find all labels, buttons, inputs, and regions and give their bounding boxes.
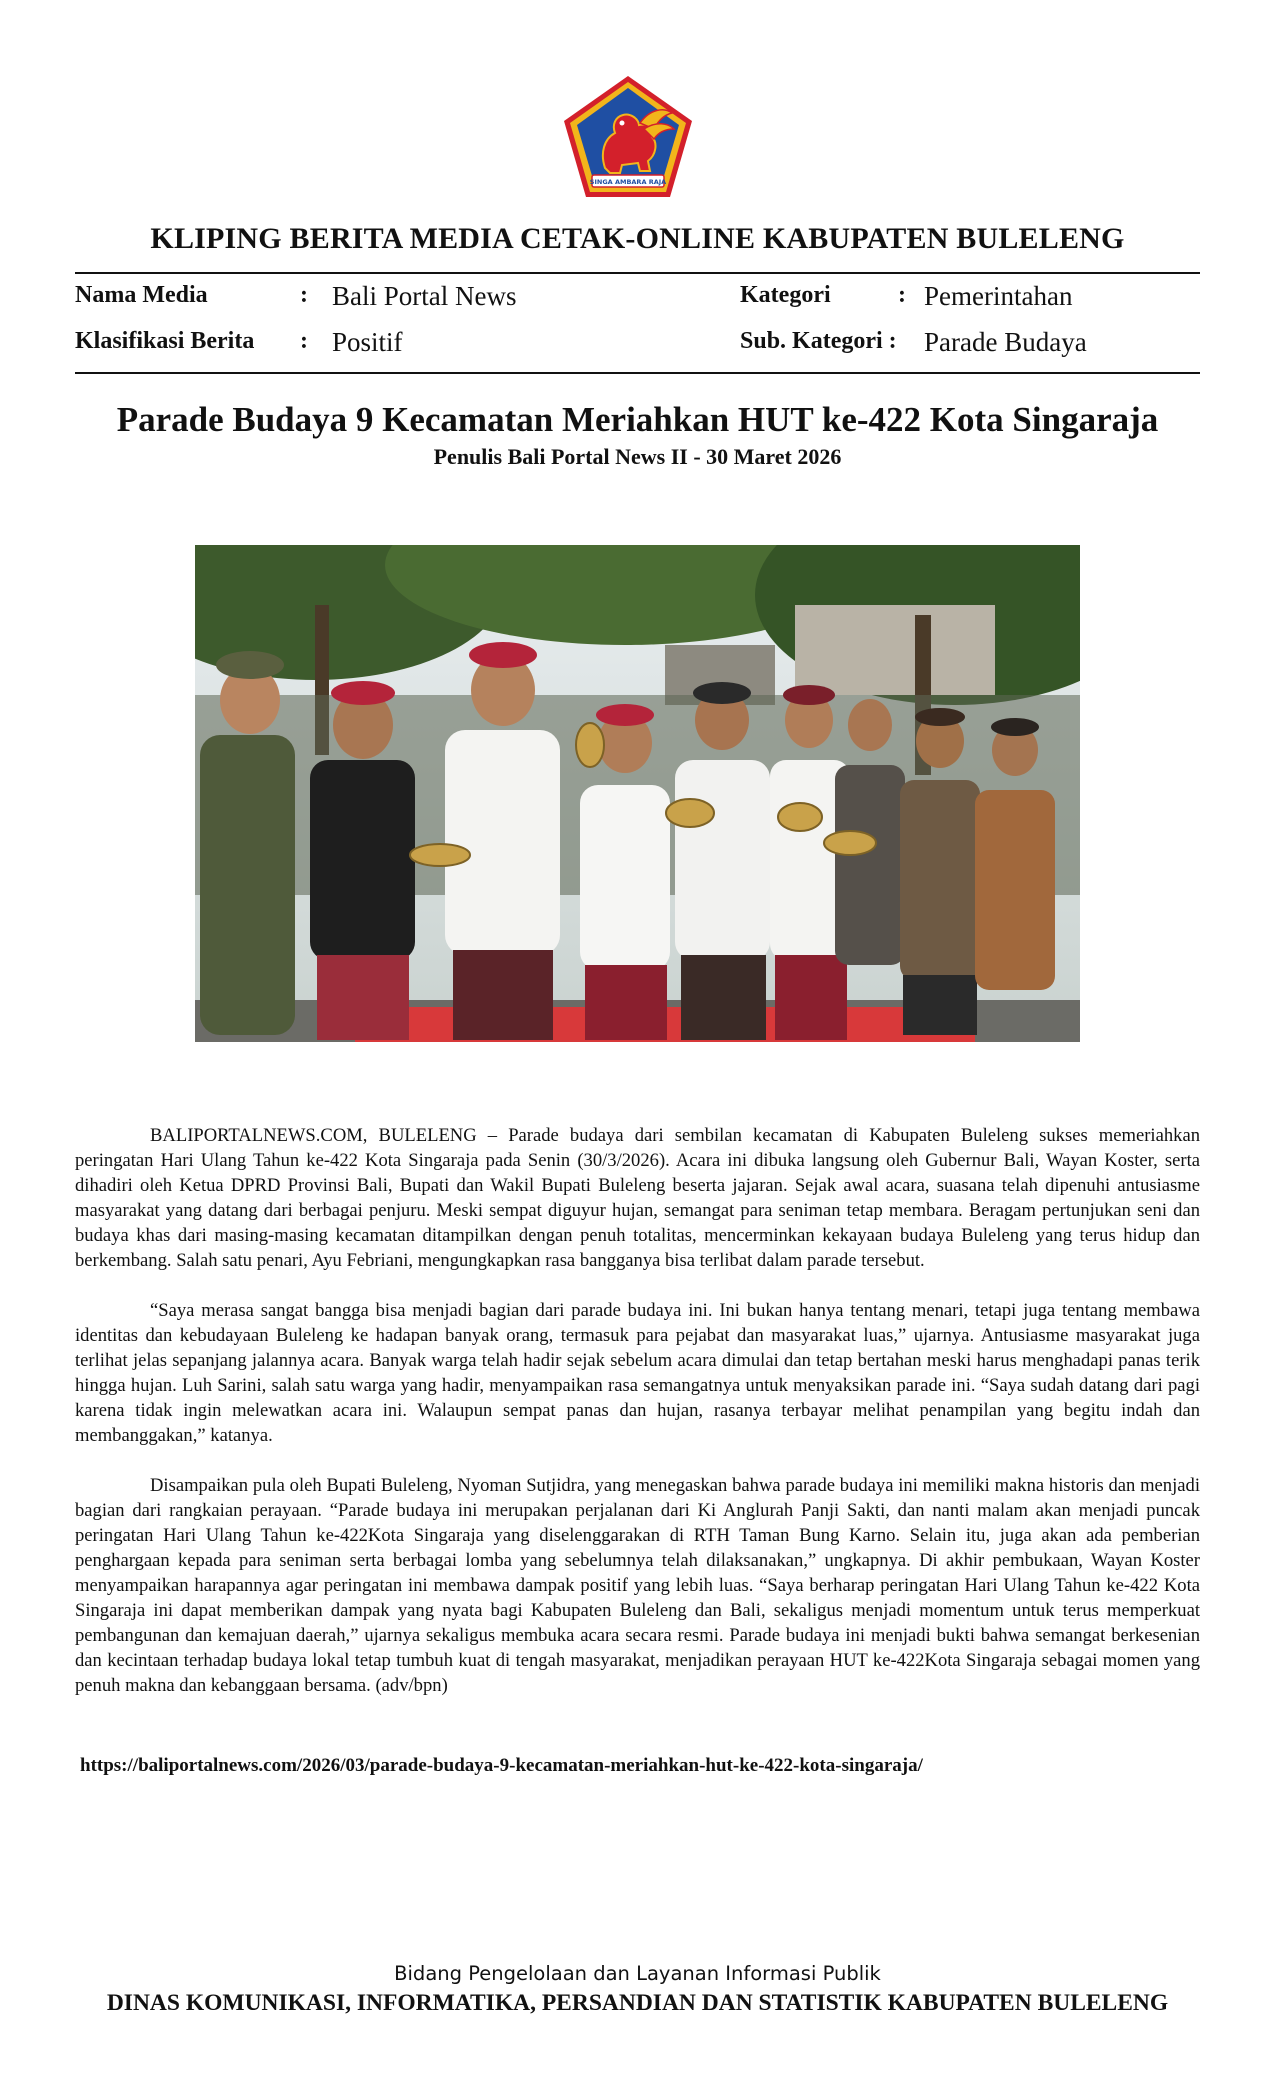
article-byline: Penulis Bali Portal News II - 30 Maret 2026 [433, 444, 842, 469]
document-title: KLIPING BERITA MEDIA CETAK-ONLINE KABUPATEN BULELENG [150, 222, 1125, 255]
footer-agency: DINAS KOMUNIKASI, INFORMATIKA, PERSANDIAN DAN STATISTIK KABUPATEN BULELENG [106, 1990, 1169, 2016]
klasifikasi-colon: : [300, 328, 308, 354]
nama-media-label: Nama Media [75, 282, 208, 308]
singa-ambara-raja-crest-icon [560, 73, 696, 203]
sub-kategori-label: Sub. Kategori : [740, 328, 897, 354]
article-paragraph: “Saya merasa sangat bangga bisa menjadi bagian dari parade budaya ini. Ini bukan hanya tentang menari, tetapi juga tentang membawa identitas dan kebudayaan Buleleng ke hadapan banyak orang, termasuk para pejabat dan masyarakat luas,” ujarnya. Antusiasme masyarakat juga terlihat jelas sepanjang jalannya acara. Banyak warga telah hadir sejak sebelum acara dimulai dan tetap bertahan meski harus menghadapi panas terik hingga hujan. Luh Sarini, salah satu warga yang hadir, menyampaikan rasa semangatnya untuk menyaksikan parade ini. “Saya sudah datang dari pagi karena tidak ingin melewatkan acara ini. Walaupun sempat panas dan hujan, rasanya terbayar melihat penampilan yang begitu indah dan membanggakan,” katanya. [75, 1300, 1200, 1446]
nama-media-value: Bali Portal News [332, 281, 517, 311]
nama-media-colon: : [300, 282, 308, 308]
sub-kategori-value: Parade Budaya [924, 327, 1087, 357]
article-headline: Parade Budaya 9 Kecamatan Meriahkan HUT ke-422 Kota Singaraja [116, 400, 1159, 439]
kategori-colon: : [898, 282, 906, 308]
footer-department: Bidang Pengelolaan dan Layanan Informasi Publik [394, 1962, 881, 1985]
article-paragraph: BALIPORTALNEWS.COM, BULELENG – Parade budaya dari sembilan kecamatan di Kabupaten Buleleng sukses memeriahkan peringatan Hari Ulang Tahun ke-422 Kota Singaraja pada Senin (30/3/2026). Acara ini dibuka langsung oleh Gubernur Bali, Wayan Koster, serta dihadiri oleh Ketua DPRD Provinsi Bali, Bupati dan Wakil Bupati Buleleng beserta jajaran. Sejak awal acara, suasana telah dipenuhi antusiasme masyarakat yang datang dari berbagai penjuru. Meski sempat diguyur hujan, semangat para seniman tetap membara. Beragam pertunjukan seni dan budaya khas dari masing-masing kecamatan ditampilkan dengan penuh totalitas, mencerminkan kekayaan budaya Buleleng yang terus hidup dan berkembang. Salah satu penari, Ayu Febriani, mengungkapkan rasa bangganya bisa terlibat dalam parade tersebut. [75, 1125, 1200, 1271]
kategori-value: Pemerintahan [924, 281, 1073, 311]
kategori-label: Kategori [740, 282, 831, 308]
parade-photo-image [195, 545, 1080, 1042]
logo-banner-text: SINGA AMBARA RAJA [589, 178, 667, 186]
source-link[interactable]: https://baliportalnews.com/2026/03/parade-budaya-9-kecamatan-meriahkan-hut-ke-422-kota-singaraja/ [80, 1755, 923, 1776]
top-divider [75, 272, 1200, 274]
klasifikasi-label: Klasifikasi Berita [75, 328, 255, 354]
regency-logo [560, 73, 696, 203]
bottom-divider [75, 372, 1200, 374]
klasifikasi-value: Positif [332, 327, 403, 357]
article-paragraph: Disampaikan pula oleh Bupati Buleleng, Nyoman Sutjidra, yang menegaskan bahwa parade budaya ini memiliki makna historis dan menjadi bagian dari rangkaian perayaan. “Parade budaya ini merupakan perjalanan dari Ki Anglurah Panji Sakti, dan nanti malam akan menjadi puncak peringatan Hari Ulang Tahun ke-422Kota Singaraja yang diselenggarakan di RTH Taman Bung Karno. Selain itu, juga akan ada pemberian penghargaan kepada para seniman serta berbagai lomba yang sebelumnya telah dilaksanakan,” ungkapnya. Di akhir pembukaan, Wayan Koster menyampaikan harapannya agar peringatan ini membawa dampak positif yang lebih luas. “Saya berharap peringatan Hari Ulang Tahun ke-422 Kota Singaraja ini dapat memberikan dampak yang nyata bagi Kabupaten Buleleng dan Bali, sekaligus menjadi momentum untuk terus memperkuat pembangunan dan kemajuan daerah,” ujarnya sekaligus membuka acara secara resmi. Parade budaya ini menjadi bukti bahwa semangat berkesenian dan kecintaan terhadap budaya lokal tetap tumbuh kuat di tengah masyarakat, menjadikan perayaan HUT ke-422Kota Singaraja sebagai momen yang penuh makna dan kebanggaan bersama. (adv/bpn) [75, 1475, 1200, 1696]
article-body [75, 1123, 1200, 1723]
